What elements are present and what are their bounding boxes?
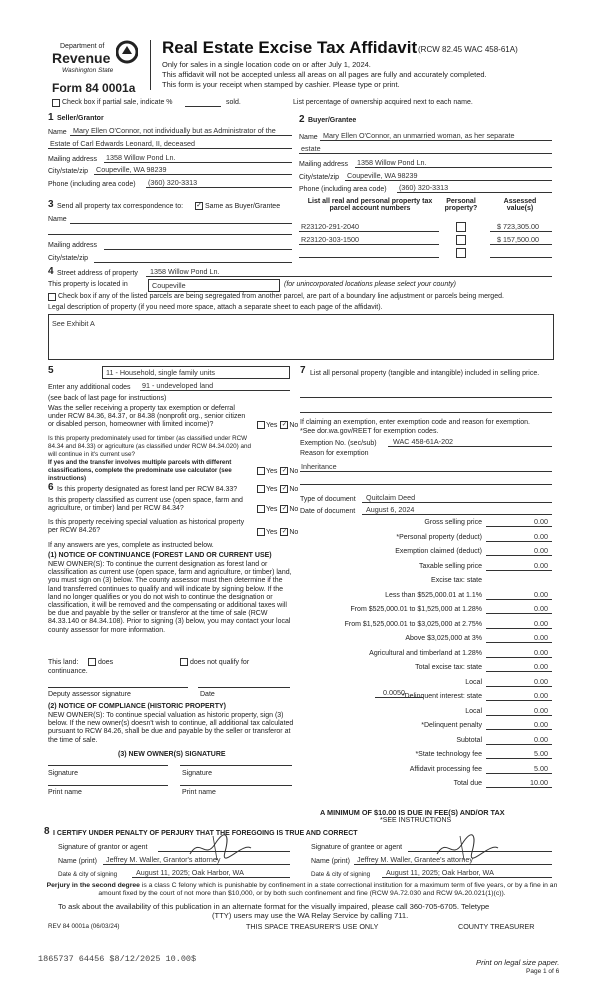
reason-label: Reason for exemption bbox=[300, 450, 369, 457]
legal-desc-field[interactable] bbox=[48, 314, 554, 360]
tax-row-value[interactable]: 0.00 bbox=[534, 691, 548, 700]
buyer-city[interactable]: Coupeville, WA 98239 bbox=[347, 171, 418, 180]
owner1-print-line[interactable] bbox=[48, 785, 168, 786]
location-label: This property is located in bbox=[48, 281, 128, 288]
tax-row-label: Subtotal bbox=[456, 736, 482, 744]
section-5-number: 5 bbox=[48, 365, 54, 376]
buyer-mail[interactable]: 1358 Willow Pond Ln. bbox=[357, 158, 427, 167]
q-timber-yesno bbox=[256, 467, 298, 475]
tax-row-label: Less than $525,000.01 at 1.1% bbox=[385, 591, 482, 599]
q-timber-yes-checkbox[interactable] bbox=[257, 467, 265, 475]
notice-3-title: (3) NEW OWNER(S) SIGNATURE bbox=[118, 751, 226, 758]
same-as-buyer-label: Same as Buyer/Grantee bbox=[205, 203, 281, 210]
doc-type-label: Type of document bbox=[300, 496, 356, 503]
buyer-mail-underline bbox=[355, 167, 552, 168]
tax-row-value[interactable]: 0.00 bbox=[534, 720, 548, 729]
assessed-value-1[interactable]: $ 723,305.00 bbox=[497, 222, 539, 231]
tax-row-value[interactable]: 0.00 bbox=[534, 560, 548, 570]
accessibility-line-2: (TTY) users may use the WA Relay Service by calling 711. bbox=[212, 911, 409, 920]
tax-row-underline bbox=[486, 700, 552, 701]
seller-name-line1[interactable]: Mary Ellen O'Connor, not individually but as Administrator of the bbox=[73, 126, 276, 135]
partial-sale-label: Check box if partial sale, indicate % bbox=[62, 99, 173, 106]
deputy-date-label: Date bbox=[200, 691, 215, 698]
segregated-checkbox[interactable] bbox=[48, 293, 56, 301]
revision: REV 84 0001a (06/03/24) bbox=[48, 923, 120, 930]
perjury-rest: is a class C felony which is punishable by confinement in a state correctional institution for a maximum term of five years, or by a fine in an amount fixed by the court of not more than $10,000, or by both such confinement and fine (RCW 9A.72.030 and RCW 9A.20.021(1)(c)). bbox=[98, 882, 558, 897]
assessed-line-3[interactable] bbox=[490, 257, 552, 258]
seller-name-label: Name bbox=[48, 129, 67, 136]
revenue-label: Revenue bbox=[52, 50, 111, 66]
tax-row-underline bbox=[486, 570, 552, 571]
correspondence-label: Send all property tax correspondence to: bbox=[57, 203, 184, 210]
cashier-stamp: 1865737 64456 $8/12/2025 10.00$ bbox=[38, 954, 197, 964]
parcel-number-2[interactable]: R23120-303-1500 bbox=[301, 235, 359, 244]
correspondence-mail-field[interactable] bbox=[104, 249, 292, 250]
partial-percent-field[interactable] bbox=[185, 106, 221, 107]
q-forest-yesno bbox=[256, 485, 298, 493]
owner2-signature-line[interactable] bbox=[180, 765, 292, 766]
personal-property-checkbox-1[interactable] bbox=[456, 222, 466, 232]
parcel-line-1 bbox=[299, 231, 439, 232]
header-note-3: This form is your receipt when stamped by cashier. Please type or print. bbox=[162, 80, 400, 89]
tax-row-label: From $525,000.01 to $1,525,000 at 1.28% bbox=[350, 606, 482, 613]
buyer-name-label: Name bbox=[299, 134, 318, 141]
tax-row-underline bbox=[486, 555, 552, 556]
see-instructions: *SEE INSTRUCTIONS bbox=[380, 817, 452, 824]
no-label: No bbox=[289, 528, 299, 536]
header-divider bbox=[150, 40, 151, 90]
q-forest-no-checkbox[interactable]: ✓ bbox=[281, 486, 287, 492]
does-qualify-checkbox[interactable] bbox=[88, 658, 96, 666]
page-number: Page 1 of 6 bbox=[526, 968, 560, 975]
q-timber-text: Is this property predominately used for timber (as classified under RCW 84.34 and 84.33) or agriculture (as classified under RCW 84.34.020) and will continue in it's current use? bbox=[48, 435, 252, 458]
yes-label: Yes bbox=[266, 528, 278, 536]
tax-row-label: *State technology fee bbox=[415, 751, 482, 758]
q-exemption-no-checkbox[interactable]: ✓ bbox=[281, 422, 287, 428]
buyer-name-line2[interactable]: estate bbox=[301, 144, 321, 153]
street-address[interactable]: 1358 Willow Pond Ln. bbox=[150, 267, 220, 276]
correspondence-name-label: Name bbox=[48, 216, 67, 223]
use-code-value: 11 - Household, single family units bbox=[106, 368, 215, 377]
perjury-bold: Perjury in the second degree bbox=[46, 882, 140, 889]
tax-row-label: Taxable selling price bbox=[418, 562, 482, 570]
buyer-phone-underline bbox=[397, 192, 552, 193]
addl-codes-label: Enter any additional codes bbox=[48, 384, 131, 391]
q-forest-yes-checkbox[interactable] bbox=[257, 485, 265, 493]
q-timber-note: If yes and the transfer involves multiple parcels with different classifications, complete the predominate use calculator (see instructions) bbox=[48, 459, 232, 482]
grantor-name-underline bbox=[103, 864, 290, 865]
tax-row-underline bbox=[486, 686, 552, 687]
seller-title: Seller/Grantor bbox=[57, 115, 104, 122]
grantee-date[interactable]: August 11, 2025; Oak Harbor, WA bbox=[386, 868, 494, 877]
q-historic-yes-checkbox[interactable] bbox=[257, 528, 265, 536]
header-note-1: Only for sales in a single location code on or after July 1, 2024. bbox=[162, 60, 371, 69]
street-label: Street address of property bbox=[57, 270, 138, 277]
exemption-no[interactable]: WAC 458-61A-202 bbox=[393, 437, 454, 446]
tax-row-value[interactable]: 0.00 bbox=[534, 546, 548, 555]
section-6-number: 6 bbox=[48, 482, 54, 493]
buyer-name-underline1 bbox=[320, 140, 552, 141]
legal-desc-label: Legal description of property (if you need more space, attach a separate sheet to each page of the affidavit). bbox=[48, 304, 383, 311]
q-current-use-yes-checkbox[interactable] bbox=[257, 505, 265, 513]
tax-row-underline bbox=[486, 541, 552, 542]
exemption-no-underline bbox=[388, 446, 552, 447]
does-label: does bbox=[98, 659, 114, 666]
tax-row-underline bbox=[486, 787, 552, 788]
doc-date[interactable]: August 6, 2024 bbox=[366, 505, 415, 514]
correspondence-name-field[interactable] bbox=[70, 223, 292, 224]
q-exemption-yes-checkbox[interactable] bbox=[257, 421, 265, 429]
correspondence-city-label: City/state/zip bbox=[48, 255, 89, 262]
tax-row-value[interactable]: 0.00 bbox=[534, 734, 548, 744]
notice-1-title: (1) NOTICE OF CONTINUANCE (FOREST LAND OR CURRENT USE) bbox=[48, 552, 272, 559]
minimum-due: A MINIMUM OF $10.00 IS DUE IN FEE(S) AND/OR TAX bbox=[320, 808, 505, 817]
dept-label: Department of bbox=[60, 43, 105, 50]
parcels-col-header-2: Personal property? bbox=[444, 198, 478, 212]
tax-row-value[interactable]: 0.00 bbox=[534, 517, 548, 526]
tax-row-label: *Delinquent interest: state bbox=[401, 693, 482, 700]
grantor-sig-label: Signature of grantor or agent bbox=[58, 844, 148, 851]
buyer-city-underline bbox=[345, 180, 552, 181]
section-3-number: 3 bbox=[48, 199, 54, 210]
no-label: No bbox=[289, 421, 299, 429]
correspondence-city-field[interactable] bbox=[94, 262, 292, 263]
parcels-col-header-1: List all real and personal property tax parcel account numbers bbox=[307, 198, 433, 212]
buyer-city-label: City/state/zip bbox=[299, 174, 340, 181]
grantor-name-label: Name (print) bbox=[58, 858, 97, 865]
parcel-line-2 bbox=[299, 244, 439, 245]
assessed-line-1 bbox=[490, 231, 552, 232]
q-historic-yesno bbox=[256, 528, 298, 536]
section-7-number: 7 bbox=[300, 365, 306, 376]
seller-name-underline2 bbox=[48, 148, 292, 149]
grantee-date-underline bbox=[382, 877, 552, 878]
grantor-date[interactable]: August 11, 2025; Oak Harbor, WA bbox=[136, 868, 244, 877]
q-exemption-yesno bbox=[256, 421, 298, 429]
see-back-label: (see back of last page for instructions) bbox=[48, 395, 167, 402]
local-rate[interactable]: 0.0050 bbox=[383, 688, 405, 697]
tax-row-underline bbox=[486, 657, 552, 658]
parcel-number-1[interactable]: R23120-291-2040 bbox=[301, 222, 359, 231]
buyer-name-underline2 bbox=[299, 153, 552, 154]
section-2-number: 2 bbox=[299, 114, 305, 125]
deputy-signature-line[interactable] bbox=[48, 687, 188, 688]
grantee-date-label: Date & city of signing bbox=[311, 871, 371, 878]
grantor-name[interactable]: Jeffrey M. Waller, Grantor's attorney bbox=[106, 855, 221, 864]
assessed-line-2 bbox=[490, 244, 552, 245]
q-historic-no-checkbox[interactable]: ✓ bbox=[281, 529, 287, 535]
use-code-select[interactable] bbox=[102, 366, 290, 379]
section-8-number: 8 bbox=[44, 826, 50, 837]
tax-row-underline bbox=[486, 758, 552, 759]
q-current-use-text: Is this property classified as current use (open space, farm and agriculture, or timber) land per RCW 84.34? bbox=[48, 497, 243, 512]
q-historic-text: Is this property receiving special valuation as historical property per RCW 84.26? bbox=[48, 519, 245, 534]
notice-1-body: NEW OWNER(S): To continue the current designation as forest land or classification as current use (open space, farm and agriculture, or timber) land, you must sign on (3) below. The county assessor must then determine if the land transferred continues to qualify and will indicate by signing below. If the land no longer qualifies or you do not wish to continue the designation or classification, it will be removed and the compensating or additional taxes will be due and payable by the seller or transferor at the time of sale (RCW 84.33.140 or 84.34.108). Prior to signing (3) below, you may contact your local county assessor for more information. bbox=[48, 561, 292, 634]
seller-city-label: City/state/zip bbox=[48, 168, 89, 175]
doc-type-underline bbox=[362, 502, 552, 503]
continuance-label: continuance. bbox=[48, 668, 88, 675]
personal-property-line-1[interactable] bbox=[300, 397, 552, 398]
doc-type[interactable]: Quitclaim Deed bbox=[366, 493, 416, 502]
buyer-name-line1[interactable]: Mary Ellen O'Connor, an unmarried woman, as her separate bbox=[323, 131, 515, 140]
tax-row-label: Exemption claimed (deduct) bbox=[395, 548, 482, 555]
tax-row-value[interactable]: 0.00 bbox=[534, 589, 548, 599]
header-note-2: This affidavit will not be accepted unless all areas on all pages are fully and accurately completed. bbox=[162, 70, 487, 79]
seller-city[interactable]: Coupeville, WA 98239 bbox=[96, 165, 167, 174]
grantee-name-underline bbox=[354, 864, 552, 865]
yes-label: Yes bbox=[266, 485, 278, 493]
exemption-no-label: Exemption No. (sec/sub) bbox=[300, 440, 377, 447]
tax-row-value[interactable]: 0.00 bbox=[534, 618, 548, 628]
owner1-signature-label: Signature bbox=[48, 770, 78, 777]
seller-phone-label: Phone (including area code) bbox=[48, 181, 136, 188]
correspondence-name-field-2[interactable] bbox=[48, 234, 292, 235]
tax-row-underline bbox=[486, 773, 552, 774]
tax-row-value[interactable]: 0.00 bbox=[534, 676, 548, 686]
seller-city-underline bbox=[94, 174, 292, 175]
yes-label: Yes bbox=[266, 467, 278, 475]
buyer-title: Buyer/Grantee bbox=[308, 117, 357, 124]
no-label: No bbox=[289, 505, 299, 513]
assessed-value-2[interactable]: $ 157,500.00 bbox=[497, 235, 539, 244]
partial-sold-label: sold. bbox=[226, 99, 241, 106]
tax-row-label: Gross selling price bbox=[424, 519, 482, 526]
tax-row-value[interactable]: 5.00 bbox=[534, 763, 548, 773]
yes-label: Yes bbox=[266, 421, 278, 429]
tax-row-label: Above $3,025,000 at 3% bbox=[405, 635, 482, 642]
does-not-label: does not qualify for bbox=[190, 659, 250, 666]
treasurer-only: THIS SPACE TREASURER'S USE ONLY bbox=[246, 922, 379, 931]
parcels-col-header-3: Assessed value(s) bbox=[503, 198, 537, 212]
tax-row-value[interactable]: 0.00 bbox=[534, 647, 548, 657]
legal-desc-value: See Exhibit A bbox=[52, 319, 95, 328]
seller-phone-underline bbox=[146, 187, 292, 188]
deputy-signature-label: Deputy assessor signature bbox=[48, 691, 131, 698]
tax-row-underline bbox=[486, 628, 552, 629]
addl-codes-value[interactable]: 91 - undeveloped land bbox=[142, 381, 214, 390]
no-label: No bbox=[289, 467, 299, 475]
this-land-label: This land: bbox=[48, 659, 79, 666]
location-select[interactable] bbox=[148, 279, 280, 292]
tax-row-underline bbox=[486, 599, 552, 600]
location-note: (for unincorporated locations please select your county) bbox=[284, 281, 456, 288]
seller-mail[interactable]: 1358 Willow Pond Ln. bbox=[106, 153, 176, 162]
grantee-sig-label: Signature of grantee or agent bbox=[311, 844, 403, 851]
form-number: Form 84 0001a bbox=[52, 81, 136, 95]
certification: I CERTIFY UNDER PENALTY OF PERJURY THAT THE FOREGOING IS TRUE AND CORRECT bbox=[53, 830, 358, 837]
tax-row-underline bbox=[486, 715, 552, 716]
tax-row-label: Excise tax: state bbox=[431, 577, 482, 584]
addl-codes-underline bbox=[140, 390, 290, 391]
county-treasurer: COUNTY TREASURER bbox=[458, 922, 535, 931]
buyer-phone-label: Phone (including area code) bbox=[299, 186, 387, 193]
tax-row-underline bbox=[486, 613, 552, 614]
dor-logo-icon bbox=[116, 40, 138, 66]
no-label: No bbox=[289, 485, 299, 493]
parcel-line-3[interactable] bbox=[299, 257, 439, 258]
personal-property-checkbox-2[interactable] bbox=[456, 235, 466, 245]
rcw-ref: (RCW 82.45 WAC 458-61A) bbox=[418, 45, 518, 54]
tax-row-value[interactable]: 0.00 bbox=[534, 662, 548, 671]
owner2-print-line[interactable] bbox=[180, 785, 292, 786]
tax-row-label: Total due bbox=[453, 780, 482, 787]
buyer-phone[interactable]: (360) 320-3313 bbox=[399, 183, 449, 192]
seller-mail-underline bbox=[104, 162, 292, 163]
tax-row-value[interactable]: 0.00 bbox=[534, 633, 548, 642]
seller-name-line2[interactable]: Estate of Carl Edwards Leonard, II, deceased bbox=[50, 139, 196, 148]
seller-name-underline1 bbox=[70, 135, 292, 136]
grantor-date-label: Date & city of signing bbox=[58, 871, 118, 878]
seller-phone[interactable]: (360) 320-3313 bbox=[148, 178, 198, 187]
tax-row-label: *Delinquent penalty bbox=[421, 722, 482, 729]
personal-property-label: List all personal property (tangible and intangible) included in selling price. bbox=[310, 370, 540, 377]
tax-row-label: Local bbox=[465, 707, 482, 715]
reason-value[interactable]: Inheritance bbox=[301, 462, 337, 471]
segregated-label: Check box if any of the listed parcels are being segregated from another parcel, are part of a boundary line adjustment or parcels being merged. bbox=[58, 293, 504, 300]
tax-row-value[interactable]: 10.00 bbox=[530, 778, 548, 787]
doc-date-underline bbox=[362, 514, 552, 515]
q-current-use-yesno bbox=[256, 505, 298, 513]
tax-row-underline bbox=[486, 671, 552, 672]
q-timber-no-checkbox[interactable]: ✓ bbox=[281, 468, 287, 474]
reason-underline bbox=[300, 471, 552, 472]
grantee-name-label: Name (print) bbox=[311, 858, 350, 865]
form-title: Real Estate Excise Tax Affidavit bbox=[162, 38, 418, 57]
owner2-signature-label: Signature bbox=[182, 770, 212, 777]
buyer-mail-label: Mailing address bbox=[299, 161, 349, 168]
partial-sale-checkbox[interactable] bbox=[52, 99, 60, 107]
grantee-name[interactable]: Jeffrey M. Waller, Grantee's attorney bbox=[357, 855, 474, 864]
tax-row-underline bbox=[486, 729, 552, 730]
seller-mail-label: Mailing address bbox=[48, 156, 98, 163]
deputy-date-line[interactable] bbox=[198, 687, 290, 688]
legal-paper-note: Print on legal size paper. bbox=[476, 958, 560, 967]
owner1-print-label: Print name bbox=[48, 789, 82, 796]
q-exemption-text: Was the seller receiving a property tax exemption or deferral under RCW 84.36, 84.37, or 84.38 (nonprofit org., senior citizen or disabled person, homeowner with limited income)? bbox=[48, 405, 246, 428]
street-underline bbox=[146, 276, 552, 277]
q-current-use-no-checkbox[interactable]: ✓ bbox=[281, 506, 287, 512]
exemption-label: If claiming an exemption, enter exemption code and reason for exemption. *See dor.wa.gov/REET for exemption codes. bbox=[300, 419, 530, 435]
does-not-qualify-checkbox[interactable] bbox=[180, 658, 188, 666]
q-forest-text: Is this property designated as forest land per RCW 84.33? bbox=[57, 486, 238, 493]
grantor-date-underline bbox=[132, 877, 290, 878]
tax-row-label: Local bbox=[465, 678, 482, 686]
tax-row-value[interactable]: 0.00 bbox=[534, 604, 548, 613]
tax-row-underline bbox=[486, 642, 552, 643]
tax-row-label: Total excise tax: state bbox=[415, 664, 482, 671]
washington-state-label: Washington State bbox=[62, 67, 114, 74]
personal-property-checkbox-3[interactable] bbox=[456, 248, 466, 258]
doc-date-label: Date of document bbox=[300, 508, 356, 515]
tax-row-value[interactable]: 0.00 bbox=[534, 531, 548, 541]
same-as-buyer-checkbox[interactable]: ✓ bbox=[196, 202, 202, 209]
tax-row-label: From $1,525,000.01 to $3,025,000 at 2.75% bbox=[344, 620, 482, 628]
tax-row-label: *Personal property (deduct) bbox=[396, 533, 482, 541]
tax-row-underline bbox=[486, 526, 552, 527]
section-4-number: 4 bbox=[48, 266, 54, 277]
tax-row-value[interactable]: 5.00 bbox=[534, 749, 548, 758]
notice-2-title: (2) NOTICE OF COMPLIANCE (HISTORIC PROPERTY) bbox=[48, 703, 226, 710]
tax-row-value[interactable]: 0.00 bbox=[534, 705, 548, 715]
owner2-print-label: Print name bbox=[182, 789, 216, 796]
if-any-yes: If any answers are yes, complete as instructed below. bbox=[48, 542, 214, 549]
tax-row-label: Affidavit processing fee bbox=[409, 765, 482, 773]
tax-row-label: Agricultural and timberland at 1.28% bbox=[369, 649, 482, 657]
tax-row-underline bbox=[486, 744, 552, 745]
section-1-number: 1 bbox=[48, 112, 54, 123]
yes-label: Yes bbox=[266, 505, 278, 513]
correspondence-mail-label: Mailing address bbox=[48, 242, 98, 249]
personal-property-line-2[interactable] bbox=[300, 412, 552, 413]
accessibility-line-1: To ask about the availability of this publication in an alternate format for the visually impaired, please call 360-705-6705. Teletype bbox=[58, 902, 490, 911]
owner1-signature-line[interactable] bbox=[48, 765, 168, 766]
local-rate-underline bbox=[375, 697, 423, 698]
ownership-note: List percentage of ownership acquired next to each name. bbox=[293, 99, 473, 106]
location-value: Coupeville bbox=[152, 281, 186, 290]
perjury-notice bbox=[38, 882, 566, 898]
notice-2-body: NEW OWNER(S): To continue special valuation as historic property, sign (3) below. If the new owner(s) doesn't wish to continue, all additional tax calculated pursuant to RCW 84.26, shall be due and payable by the seller or transferor at the time of sale. bbox=[48, 712, 294, 744]
reason-underline-2[interactable] bbox=[300, 484, 552, 485]
